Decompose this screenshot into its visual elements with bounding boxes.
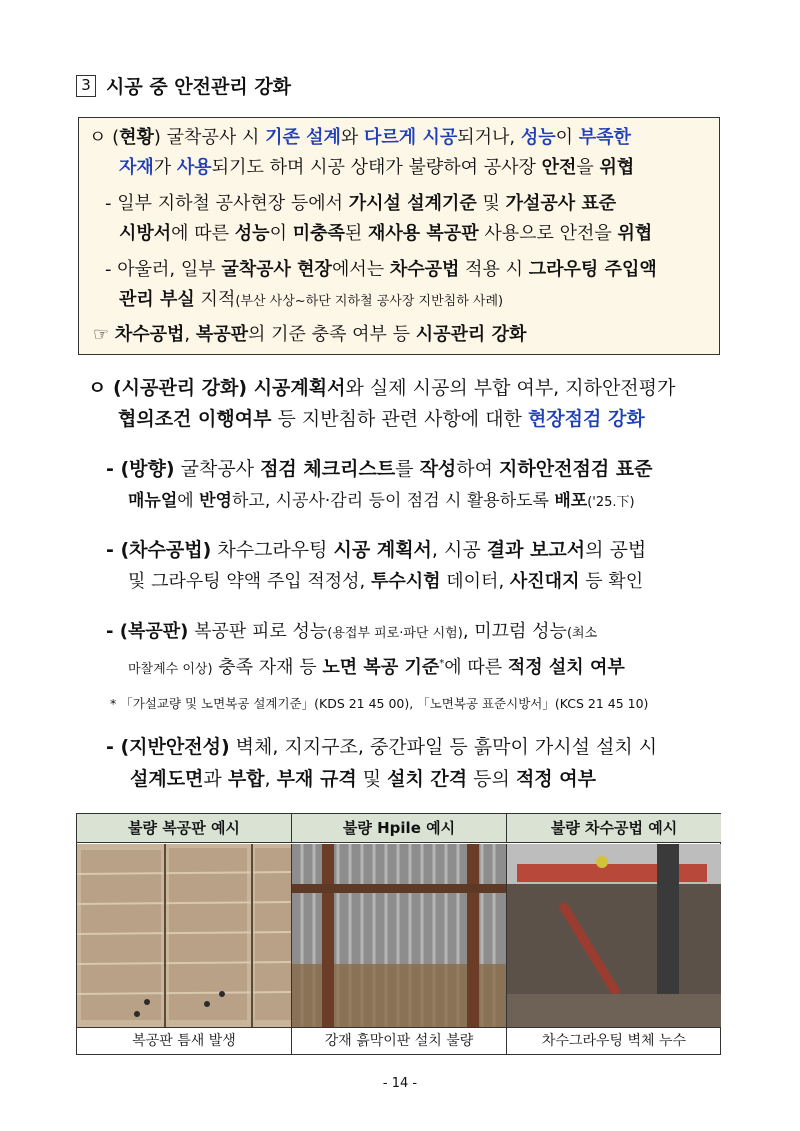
body-para-8: 마찰계수 이상) 충족 자재 등 노면 복공 기준*에 따른 적정 설치 여부 [128, 657, 625, 678]
footnote: * 「가설교량 및 노면복공 설계기준」(KDS 21 45 00), 「노면복공 표준시방서」(KCS 21 45 10) [110, 696, 649, 711]
body-para-3: - (방향) 굴착공사 점검 체크리스트를 작성하여 지하안전점검 표준 [106, 458, 653, 480]
section-title [76, 72, 291, 99]
photo-waterproofing [507, 844, 721, 1027]
box-line-5: - 아울러, 일부 굴착공사 현장에서는 차수공법 적용 시 그라우팅 주입액 [105, 259, 657, 280]
section-number: 3 [76, 75, 96, 97]
body-para-2: 협의조건 이행여부 등 지반침하 관련 사항에 대한 현장점검 강화 [118, 408, 645, 430]
body-para-1: ㅇ (시공관리 강화) 시공계획서와 실제 시공의 부합 여부, 지하안전평가 [88, 377, 676, 399]
box-line-1: ㅇ (현황) 굴착공사 시 기존 설계와 다르게 시공되거나, 성능이 부족한 [89, 127, 631, 148]
box-line-4: 시방서에 따른 성능이 미충족된 재사용 복공판 사용으로 안전을 위협 [119, 223, 653, 244]
body-para-5: - (차수공법) 차수그라우팅 시공 계획서, 시공 결과 보고서의 공법 [106, 539, 647, 561]
body-para-4: 매뉴얼에 반영하고, 시공사·감리 등이 점검 시 활용하도록 배포('25.下) [128, 491, 635, 511]
photo-deck-plate [77, 844, 292, 1027]
body-para-6: 및 그라우팅 약액 주입 적정성, 투수시험 데이터, 사진대지 등 확인 [128, 571, 644, 592]
pointing-hand-icon: ☞ [93, 324, 115, 345]
box-line-7: ☞ 차수공법, 복공판의 기준 충족 여부 등 시공관리 강화 [93, 324, 527, 345]
box-line-6: 관리 부실 지적(부산 사상~하단 지하철 공사장 지반침하 사례) [119, 289, 504, 310]
table-caption: 복공판 틈새 발생 [77, 1027, 292, 1055]
table-caption: 강재 흙막이판 설치 불량 [292, 1027, 507, 1055]
page-number: - 14 - [382, 1076, 418, 1091]
table-header: 불량 차수공법 예시 [507, 814, 721, 843]
summary-box [78, 117, 720, 355]
example-table [76, 813, 721, 1055]
body-para-10: 설계도면과 부합, 부재 규격 및 설치 간격 등의 적정 여부 [130, 768, 596, 790]
body-para-9: - (지반안전성) 벽체, 지지구조, 중간파일 등 흙막이 가시설 설치 시 [106, 736, 658, 758]
box-line-2: 자재가 사용되기도 하며 시공 상태가 불량하여 공사장 안전을 위협 [119, 157, 635, 178]
box-line-3: - 일부 지하철 공사현장 등에서 가시설 설계기준 및 가설공사 표준 [105, 193, 617, 214]
table-caption: 차수그라우팅 벽체 누수 [507, 1027, 721, 1055]
photo-hpile [292, 844, 507, 1027]
table-header: 불량 복공판 예시 [77, 814, 292, 843]
body-para-7: - (복공판) 복공판 피로 성능(용접부 피로·파단 시험), 미끄럼 성능(최소 [106, 621, 598, 642]
table-header: 불량 Hpile 예시 [292, 814, 507, 843]
section-title-text: 시공 중 안전관리 강화 [106, 76, 292, 98]
